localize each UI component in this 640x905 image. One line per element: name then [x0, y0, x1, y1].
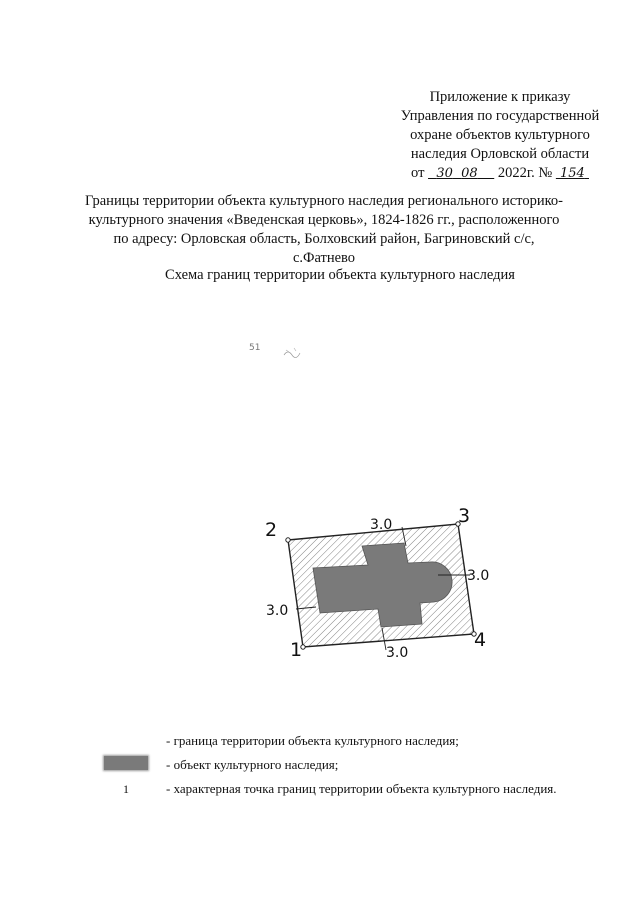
boundary-diagram — [0, 490, 640, 670]
date-year: 2022г. № — [497, 165, 553, 181]
appendix-line-2: Управления по государственной — [400, 108, 600, 124]
order-number: 154 — [560, 166, 585, 181]
faint-mark — [282, 345, 302, 361]
distance-label-bottom: 3.0 — [386, 645, 409, 661]
legend-boundary-text: - граница территории объекта культурного наследия; — [166, 733, 459, 748]
appendix-line-3: охране объектов культурного — [410, 127, 590, 143]
appendix-date-line — [380, 164, 620, 183]
legend-point-sample: 1 — [123, 782, 129, 796]
point-label-3: 3 — [458, 505, 471, 527]
faint-mark-text: 51 — [249, 343, 261, 353]
scheme-title: Схема границ территории объекта культурного наследия — [165, 267, 515, 283]
appendix-block — [380, 88, 620, 183]
point-label-1: 1 — [290, 639, 303, 661]
distance-label-top: 3.0 — [370, 517, 393, 533]
legend-object-text: - объект культурного наследия; — [166, 757, 339, 772]
point-label-2: 2 — [265, 519, 278, 541]
appendix-line-1: Приложение к приказу — [429, 89, 571, 105]
corner-marker-2 — [286, 538, 290, 542]
point-label-4: 4 — [474, 629, 487, 651]
date-day: 30 — [436, 166, 453, 181]
distance-label-left: 3.0 — [266, 603, 289, 619]
date-prefix: от — [411, 165, 425, 181]
distance-label-right: 3.0 — [467, 568, 490, 584]
legend-object-swatch — [104, 756, 148, 770]
date-month: 08 — [461, 166, 478, 181]
document-heading: Границы территории объекта культурного наследия регионального историко-культурного значения «Введенская церковь», 1824-1826 гг., расположенного по адресу: Орловская область, Болховский район, Багриновский с/с, с.Фатнево — [85, 193, 563, 266]
legend-point-text: - характерная точка границ территории объекта культурного наследия. — [166, 781, 557, 796]
appendix-line-4: наследия Орловской области — [410, 146, 590, 162]
